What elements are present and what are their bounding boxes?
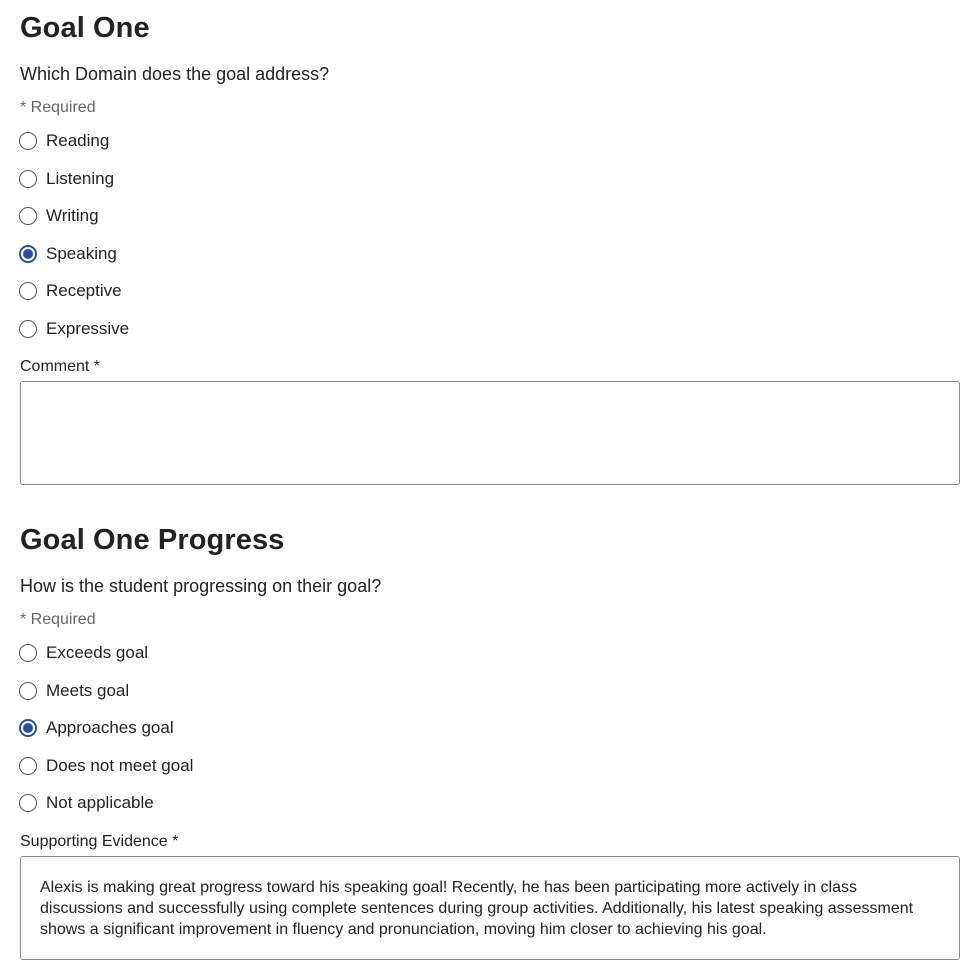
radio-label: Listening [46,169,115,188]
domain-option-reading[interactable] [19,129,109,153]
radio-label: Speaking [46,244,117,263]
progress-option-meets[interactable] [19,679,129,703]
radio-button[interactable] [19,757,37,775]
domain-option-listening[interactable] [19,167,114,191]
radio-button[interactable] [19,320,37,338]
radio-label: Expressive [46,319,130,338]
comment-label: Comment * [20,358,101,375]
radio-label: Reading [46,131,110,150]
radio-label: Writing [46,206,99,225]
radio-button-selected[interactable] [19,245,37,263]
progress-option-approaches[interactable] [19,716,174,740]
progress-heading: Goal One Progress [20,524,285,556]
radio-label: Exceeds goal [46,643,149,662]
domain-question: Which Domain does the goal address? [20,64,330,84]
domain-option-expressive[interactable] [19,317,129,341]
radio-button[interactable] [19,170,37,188]
progress-question: How is the student progressing on their goal? [20,576,382,596]
evidence-textarea[interactable] [20,856,960,960]
domain-option-writing[interactable] [19,204,99,228]
goal-heading: Goal One [20,12,150,44]
progress-option-not-applicable[interactable] [19,791,154,815]
progress-option-exceeds[interactable] [19,641,148,665]
domain-option-receptive[interactable] [19,279,122,303]
comment-textarea[interactable] [20,381,960,485]
radio-label: Not applicable [46,793,154,812]
progress-required-note: * Required [20,611,96,628]
radio-label: Receptive [46,281,122,300]
radio-label: Approaches goal [46,718,174,737]
radio-button[interactable] [19,644,37,662]
evidence-label: Supporting Evidence * [20,833,179,850]
domain-required-note: * Required [20,99,96,116]
progress-option-does-not-meet[interactable] [19,754,193,778]
domain-option-speaking[interactable] [19,242,117,266]
radio-button[interactable] [19,794,37,812]
radio-button[interactable] [19,682,37,700]
radio-button[interactable] [19,282,37,300]
radio-button[interactable] [19,207,37,225]
radio-label: Does not meet goal [46,756,194,775]
radio-button[interactable] [19,132,37,150]
radio-label: Meets goal [46,681,130,700]
radio-button-selected[interactable] [19,719,37,737]
